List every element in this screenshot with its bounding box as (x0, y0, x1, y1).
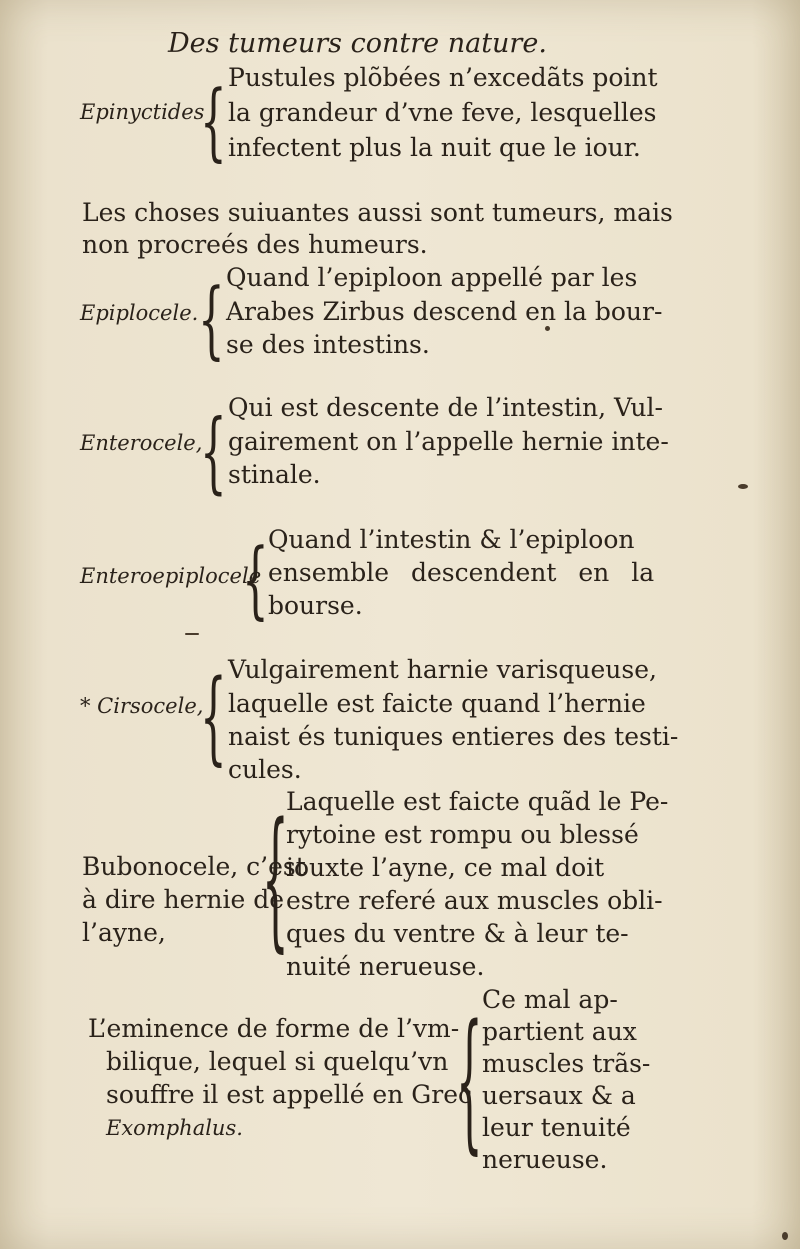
entry-line: cules. (228, 755, 302, 784)
entry-line: laquelle est faicte quand l’hernie (228, 689, 646, 718)
entry-line: infectent plus la nuit que le iour. (228, 133, 641, 162)
entry-line: Quand l’intestin & l’epiploon (268, 525, 635, 554)
entry-line: nuité nerueuse. (286, 952, 485, 981)
entry-line: uersaux & a (482, 1081, 636, 1110)
paper-speck (738, 484, 748, 489)
entry-line: Laquelle est faicte quãd le Pe- (286, 787, 669, 816)
entry-term-cirsocele: * Cirsocele, (80, 694, 204, 718)
entry-line: estre referé aux muscles obli- (286, 886, 663, 915)
paper-speck (545, 326, 550, 331)
entry-term-line: l’ayne, (82, 918, 166, 947)
entry-line: partient aux (482, 1017, 637, 1046)
entry-line: iouxte l’ayne, ce mal doit (286, 853, 605, 882)
entry-term-enteroepiplocele: Enteroepiplocele (80, 564, 262, 588)
entry-line: leur tenuité (482, 1113, 631, 1142)
entry-line: Pustules plõbées n’excedãts point (228, 63, 658, 92)
entry-term-epiplocele: Epiplocele. (80, 301, 199, 325)
entry-line: muscles trãs- (482, 1049, 651, 1078)
entry-line: bourse. (268, 591, 363, 620)
entry-line: gairement on l’appelle hernie inte- (228, 427, 669, 456)
entry-line: Ce mal ap- (482, 985, 618, 1014)
paper-speck (782, 1232, 788, 1240)
brace: { (200, 400, 227, 503)
entry-line: ensemble descendent en la (268, 558, 655, 587)
entry-term-epinyctides: Epinyctides (80, 100, 205, 124)
running-title: Des tumeurs contre nature. (168, 28, 547, 59)
entry-line: naist és tuniques entieres des testi- (228, 722, 679, 751)
brace: { (242, 530, 269, 628)
entry-term-enterocele: Enterocele, (80, 431, 203, 455)
brace: { (200, 658, 227, 776)
entry-line: ques du ventre & à leur te- (286, 919, 629, 948)
entry-term-exomphalus: Exomphalus. (106, 1116, 243, 1140)
entry-term-line: bilique, lequel si quelqu’vn (106, 1047, 449, 1076)
brace: { (198, 270, 225, 368)
entry-line: Qui est descente de l’intestin, Vul- (228, 393, 663, 422)
intro-line: non procreés des humeurs. (82, 230, 428, 259)
entry-line: stinale. (228, 460, 321, 489)
paper-speck (185, 633, 199, 635)
brace: { (456, 992, 483, 1169)
entry-term-line: L’eminence de forme de l’vm- (88, 1014, 460, 1043)
entry-line: nerueuse. (482, 1145, 608, 1174)
entry-line: Arabes Zirbus descend en la bour- (226, 297, 663, 326)
entry-term-bubonocele: Bubonocele, c’est (82, 852, 306, 881)
entry-line: Quand l’epiploon appellé par les (226, 263, 638, 292)
intro-line: Les choses suiuantes aussi sont tumeurs, mais (82, 198, 673, 227)
entry-line: la grandeur d’vne feve, lesquelles (228, 98, 657, 127)
entry-line: Vulgairement harnie varisqueuse, (228, 655, 657, 684)
entry-line: rytoine est rompu ou blessé (286, 820, 639, 849)
brace: { (262, 790, 289, 967)
entry-term-line: souffre il est appellé en Grec (106, 1080, 472, 1109)
brace: { (200, 72, 227, 170)
entry-term-line: à dire hernie de (82, 885, 285, 914)
entry-line: se des intestins. (226, 330, 430, 359)
